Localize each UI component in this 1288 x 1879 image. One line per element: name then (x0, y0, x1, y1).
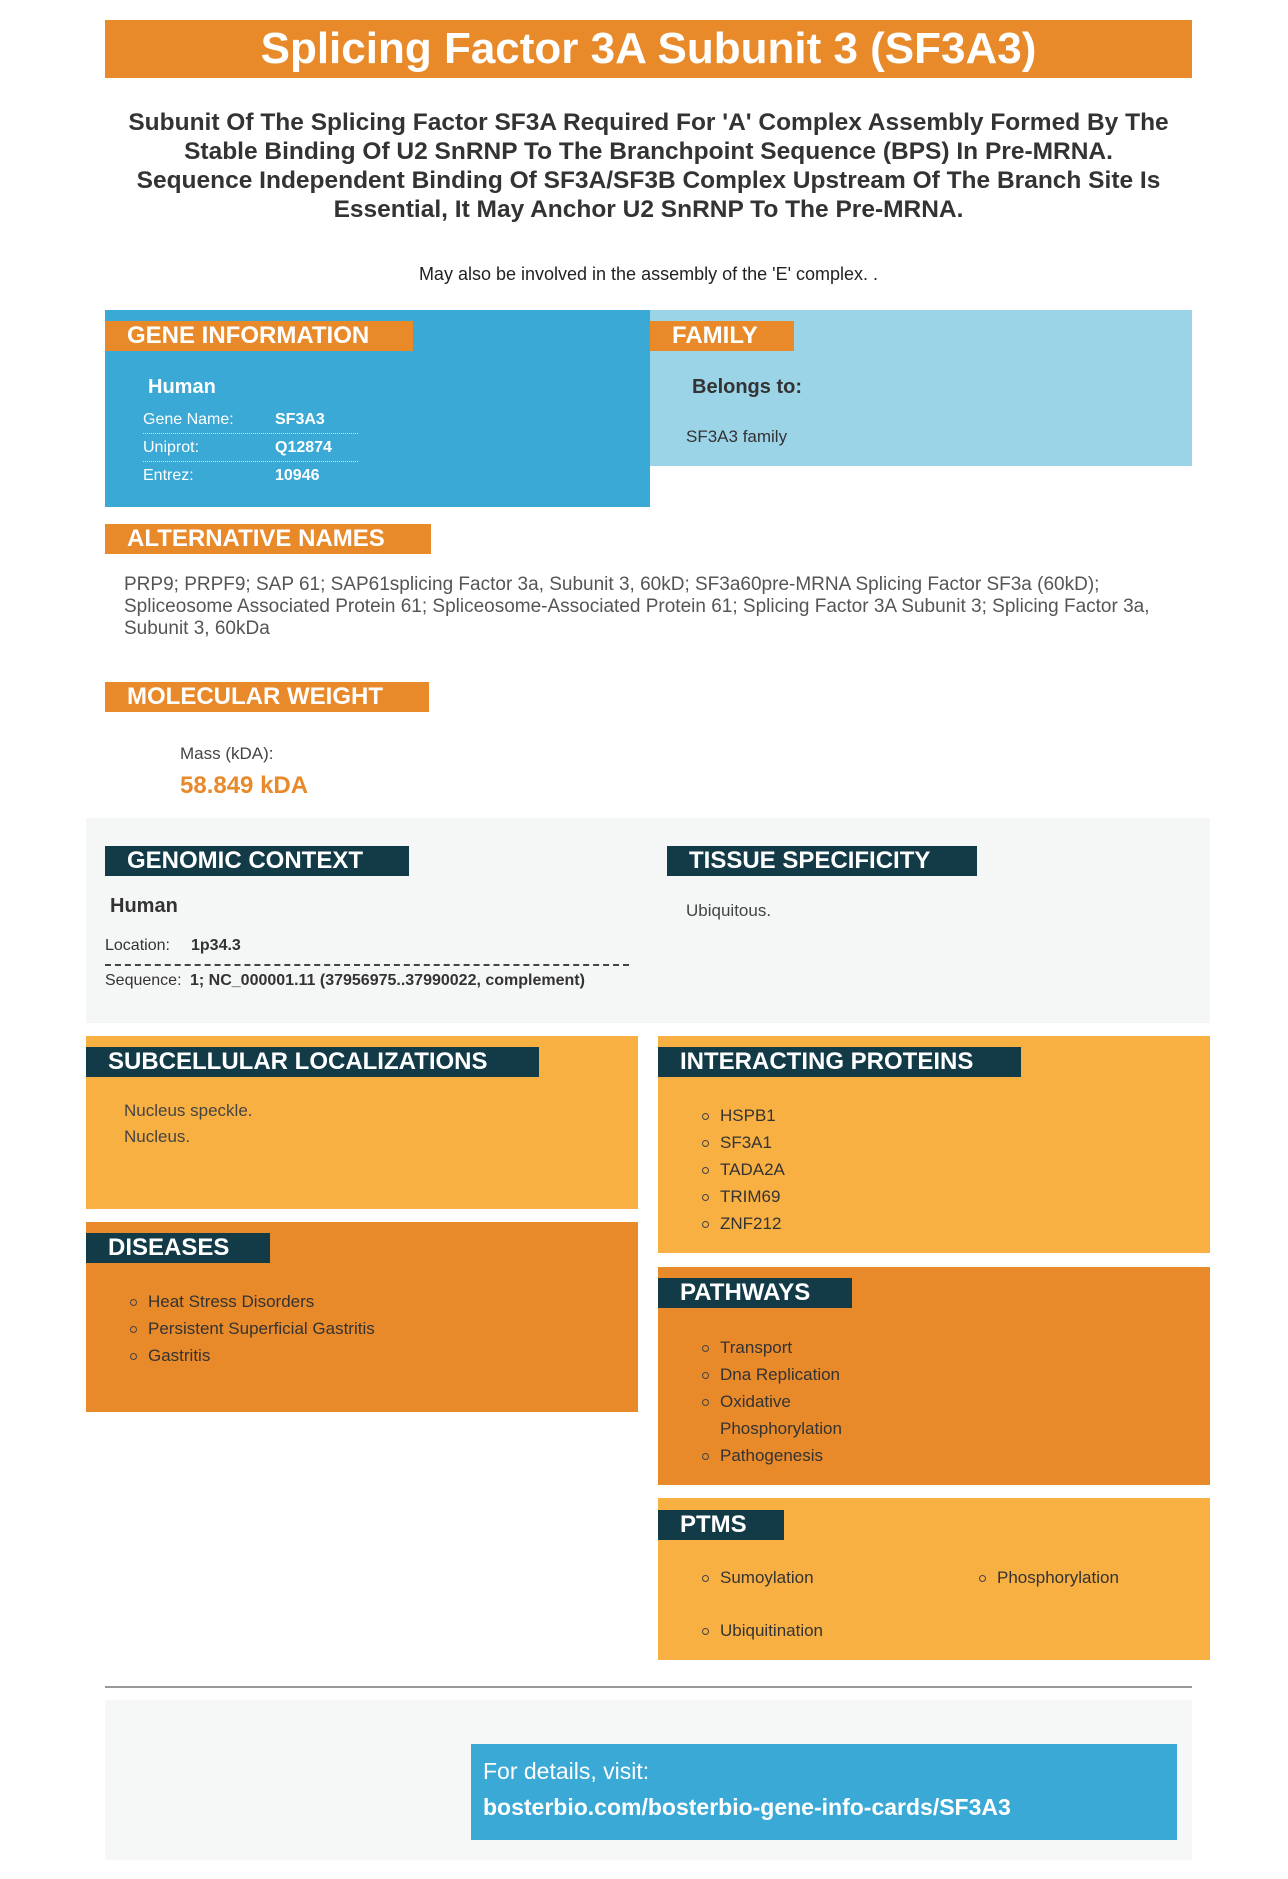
location-label: Location: (105, 937, 170, 954)
family-header: FAMILY (650, 321, 794, 351)
subcellular-localizations-list (124, 1098, 253, 1150)
ptms-header: PTMS (658, 1510, 784, 1540)
list-item: Oxidative Phosphorylation (700, 1388, 900, 1442)
family-belongs-label: Belongs to: (692, 376, 802, 398)
list-item: Nucleus. (124, 1127, 191, 1146)
genomic-species: Human (110, 895, 178, 917)
gene-row-label: Uniprot: (143, 439, 200, 456)
list-item: Nucleus speckle. (124, 1101, 253, 1120)
mass-label: Mass (kDA): (180, 744, 274, 763)
gene-row-value: 10946 (275, 467, 320, 484)
mass-value: 58.849 kDA (180, 772, 309, 799)
gene-info-table (143, 406, 358, 490)
gene-row-uniprot (143, 434, 358, 462)
gene-row-label: Gene Name: (143, 411, 234, 428)
list-item: SF3A1 (700, 1129, 960, 1156)
footer-divider (105, 1686, 1192, 1688)
tissue-specificity-text: Ubiquitous. (686, 901, 772, 920)
genomic-location-row (105, 937, 629, 966)
list-item: ZNF212 (700, 1210, 960, 1237)
list-item: Persistent Superficial Gastritis (128, 1315, 388, 1342)
diseases-header: DISEASES (86, 1233, 270, 1263)
gene-information-header: GENE INFORMATION (105, 321, 413, 351)
gene-species: Human (148, 376, 216, 398)
interacting-proteins-header: INTERACTING PROTEINS (658, 1047, 1021, 1077)
genomic-sequence-row (105, 972, 629, 990)
ptm-item: Ubiquitination (700, 1621, 823, 1641)
pathways-list (700, 1334, 900, 1469)
list-item: Dna Replication (700, 1361, 900, 1388)
list-item: HSPB1 (700, 1102, 960, 1129)
sequence-value: 1; NC_000001.11 (37956975..37990022, complement) (190, 972, 585, 989)
genomic-context-header: GENOMIC CONTEXT (105, 846, 409, 876)
alternative-names-text: PRP9; PRPF9; SAP 61; SAP61splicing Factor 3a, Subunit 3, 60kD; SF3a60pre-MRNA Splicing Factor SF3a (60kD); Spliceosome Associated Protein 61; Spliceosome-Associated Protein 61; Splicing Factor 3A Subunit 3; Splicing Factor 3a, Subunit 3, 60kDa (124, 574, 1150, 639)
list-item: TRIM69 (700, 1183, 960, 1210)
family-value: SF3A3 family (686, 427, 788, 446)
page-title: Splicing Factor 3A Subunit 3 (SF3A3) (105, 20, 1192, 78)
gene-row-label: Entrez: (143, 467, 194, 484)
gene-row-entrez (143, 462, 358, 490)
molecular-weight-header: MOLECULAR WEIGHT (105, 682, 429, 712)
protein-function-summary: Subunit Of The Splicing Factor SF3A Required For 'A' Complex Assembly Formed By The Stable Binding Of U2 SnRNP To The Branchpoint Sequence (BPS) In Pre-MRNA. Sequence Independent Binding Of SF3A/SF3B Complex Upstream Of The Branch Site Is Essential, It May Anchor U2 SnRNP To The Pre-MRNA. (128, 109, 1169, 223)
tissue-specificity-header: TISSUE SPECIFICITY (667, 846, 977, 876)
gene-row-value: Q12874 (275, 439, 332, 456)
details-link[interactable]: bosterbio.com/bosterbio-gene-info-cards/SF3A3 (483, 1794, 1011, 1820)
diseases-list (128, 1288, 388, 1369)
list-item: Heat Stress Disorders (128, 1288, 388, 1315)
list-item: Gastritis (128, 1342, 388, 1369)
location-value: 1p34.3 (191, 937, 241, 954)
subcellular-localizations-header: SUBCELLULAR LOCALIZATIONS (86, 1047, 539, 1077)
additional-function-note: May also be involved in the assembly of the 'E' complex. . (418, 264, 879, 284)
list-item: Transport (700, 1334, 900, 1361)
gene-row-value: SF3A3 (275, 411, 325, 428)
list-item: TADA2A (700, 1156, 960, 1183)
pathways-header: PATHWAYS (658, 1278, 852, 1308)
interacting-proteins-list (700, 1102, 960, 1237)
details-box (471, 1744, 1177, 1840)
ptm-item: Sumoylation (700, 1568, 814, 1588)
sequence-label: Sequence: (105, 972, 182, 989)
list-item: Pathogenesis (700, 1442, 900, 1469)
gene-row-name (143, 406, 358, 434)
ptm-item: Phosphorylation (977, 1568, 1119, 1588)
details-label: For details, visit: (483, 1758, 650, 1784)
alternative-names-header: ALTERNATIVE NAMES (105, 524, 431, 554)
